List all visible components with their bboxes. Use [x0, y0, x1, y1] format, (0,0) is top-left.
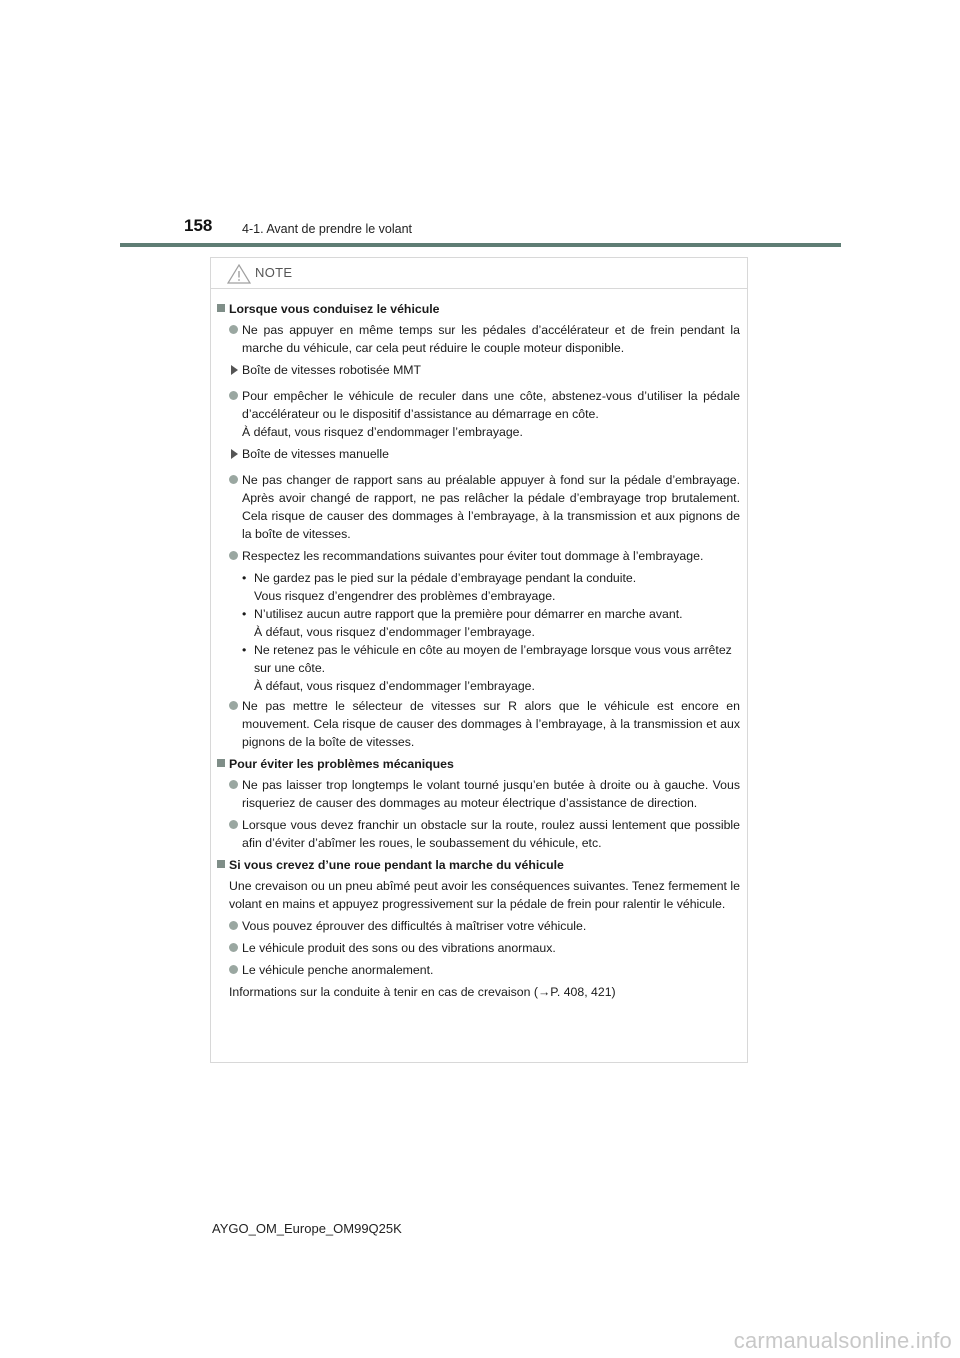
list-item: [217, 697, 740, 751]
section-title: 4-1. Avant de prendre le volant: [242, 222, 413, 236]
bullet-text: Le véhicule produit des sons ou des vibrations anormaux.: [242, 941, 556, 955]
arrow-right-icon: [231, 449, 238, 459]
bullet-text: Ne pas laisser trop longtemps le volant tourné jusqu’en butée à droite ou à gauche. Vous risqueriez de causer des dommages au moteur électrique d’assistance de direction.: [242, 778, 740, 810]
bullet-text: Ne pas changer de rapport sans au préalable appuyer à fond sur la pédale d’embrayage. Après avoir changé de rapport, ne pas relâcher la pédale d’embrayage trop brutalement. Cela risque de causer des dommages à l’embrayage, à la transmission et aux pignons de la boîte de vitesses.: [242, 473, 740, 541]
page-number: 158: [184, 216, 213, 235]
warning-icon: [227, 264, 251, 284]
header-rule: [120, 243, 841, 247]
list-item: [217, 471, 740, 543]
bullet-dot-icon: [229, 780, 238, 789]
bullet-text: Pour empêcher le véhicule de reculer dans une côte, abstenez-vous d’utiliser la pédale d’accélérateur ou le dispositif d’assistance au démarrage en côte.: [242, 389, 740, 421]
section-heading: Si vous crevez d’une roue pendant la marche du véhicule: [217, 856, 740, 874]
list-item: [217, 939, 740, 957]
document-code: AYGO_OM_Europe_OM99Q25K: [212, 1221, 402, 1236]
paragraph: Une crevaison ou un pneu abîmé peut avoir les conséquences suivantes. Tenez fermement le volant en mains et appuyez progressivement sur la pédale de frein pour ralentir le véhicule.: [229, 879, 740, 911]
bullet-text: À défaut, vous risquez d’endommager l’embrayage.: [242, 425, 523, 439]
list-item: [217, 917, 740, 935]
note-label: NOTE: [255, 265, 293, 280]
note-body: [211, 289, 747, 1001]
list-item: [217, 321, 740, 357]
bullet-dot-icon: [229, 921, 238, 930]
note-box: [210, 257, 748, 1063]
bullet-dot-icon: [229, 965, 238, 974]
sub-list: [217, 569, 740, 695]
sub-list-item: • N’utilisez aucun autre rapport que la première pour démarrer en marche avant. À défaut, vous risquez d’endommager l’embrayage.: [242, 605, 740, 641]
list-item: [217, 547, 740, 565]
subheading-text: Boîte de vitesses robotisée MMT: [242, 363, 422, 377]
sub-list-item: • Ne gardez pas le pied sur la pédale d’embrayage pendant la conduite. Vous risquez d’engendrer des problèmes d’embrayage.: [242, 569, 740, 605]
bullet-dot-icon: [229, 325, 238, 334]
section-heading: Pour éviter les problèmes mécaniques: [217, 755, 740, 773]
list-item: [217, 816, 740, 852]
arrow-right-icon: [231, 365, 238, 375]
bullet-text: Respectez les recommandations suivantes pour éviter tout dommage à l’embrayage.: [242, 549, 704, 563]
bullet-text: Le véhicule penche anormalement.: [242, 963, 434, 977]
bullet-dot-icon: [229, 475, 238, 484]
bullet-dot-icon: [229, 701, 238, 710]
list-item: [217, 776, 740, 812]
note-header: [211, 258, 747, 289]
subheading-text: Boîte de vitesses manuelle: [242, 447, 389, 461]
subheading: [217, 445, 740, 463]
bullet-dot-icon: [229, 391, 238, 400]
sub-list-item: • Ne retenez pas le véhicule en côte au moyen de l’embrayage lorsque vous vous arrêtez sur une côte. À défaut, vous risquez d’endommager l’embrayage.: [242, 641, 740, 695]
section-heading: Lorsque vous conduisez le véhicule: [217, 300, 740, 318]
subheading: [217, 361, 740, 379]
page-reference: Informations sur la conduite à tenir en cas de crevaison (→P. 408, 421): [229, 985, 616, 999]
bullet-dot-icon: [229, 820, 238, 829]
bullet-dot-icon: [229, 551, 238, 560]
bullet-text: Lorsque vous devez franchir un obstacle sur la route, roulez aussi lentement que possible afin d’éviter d’abîmer les roues, le soubassement du véhicule, etc.: [242, 818, 740, 850]
watermark: carmanualsonline.info: [733, 1328, 952, 1353]
list-item: [217, 387, 740, 441]
list-item: [217, 961, 740, 979]
bullet-text: Ne pas appuyer en même temps sur les pédales d’accélérateur et de frein pendant la marche du véhicule, car cela peut réduire le couple moteur disponible.: [242, 323, 740, 355]
bullet-dot-icon: [229, 943, 238, 952]
bullet-text: Ne pas mettre le sélecteur de vitesses sur R alors que le véhicule est encore en mouvement. Cela risque de causer des dommages à l’embrayage, à la transmission et aux pignons de la boîte de vitesses.: [242, 699, 740, 749]
bullet-text: Vous pouvez éprouver des difficultés à maîtriser votre véhicule.: [242, 919, 587, 933]
